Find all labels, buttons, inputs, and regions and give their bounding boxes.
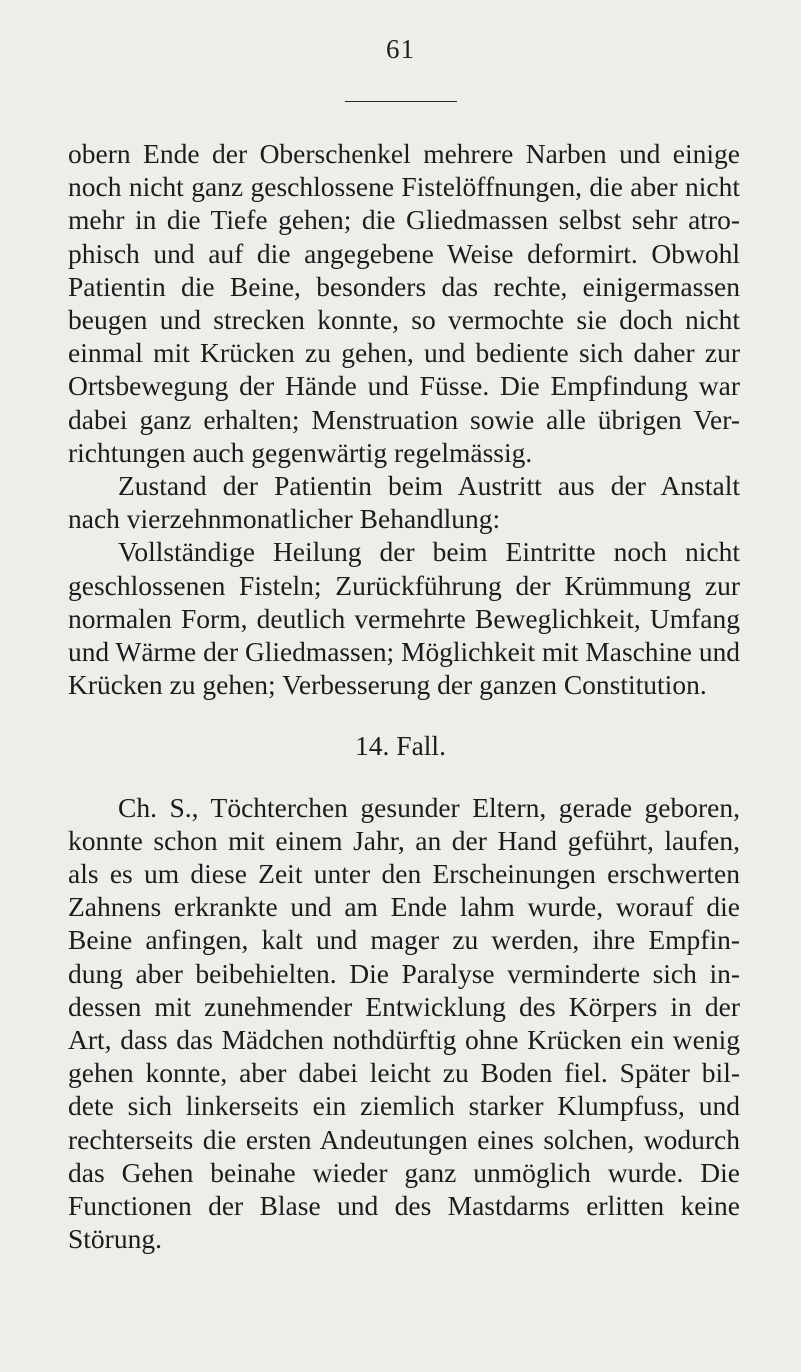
text-line: dabei ganz erhalten; Menstruation sowie alle übrigen Ver- bbox=[68, 403, 740, 435]
text-line: Zahnens erkrankte und am Ende lahm wurde, worauf die bbox=[68, 891, 740, 923]
text-line: phisch und auf die angegebene Weise deformirt. Obwohl bbox=[68, 237, 740, 269]
text-line: als es um diese Zeit unter den Erscheinungen erschwerten bbox=[68, 858, 740, 889]
text-line: gehen konnte, aber dabei leicht zu Boden fiel. Später bil- bbox=[68, 1057, 740, 1089]
text-line: normalen Form, deutlich vermehrte Beweglichkeit, Umfang bbox=[68, 602, 740, 634]
text-line: Functionen der Blase und des Mastdarms erlitten keine bbox=[68, 1190, 740, 1221]
text-line: Beine anfingen, kalt und mager zu werden, ihre Empfin- bbox=[68, 924, 740, 956]
text-line: dung aber beibehielten. Die Paralyse verminderte sich in- bbox=[68, 957, 740, 989]
page-number: 61 bbox=[386, 34, 415, 64]
text-line: obern Ende der Oberschenkel mehrere Narben und einige bbox=[68, 138, 740, 169]
text-line: richtungen auch gegenwärtig regelmässig. bbox=[68, 436, 533, 468]
header-rule bbox=[345, 101, 457, 102]
text-line: nach vierzehnmonatlicher Behandlung: bbox=[68, 503, 501, 535]
text-line: beugen und strecken konnte, so vermochte sie doch nicht bbox=[68, 304, 740, 335]
text-line: noch nicht ganz geschlossene Fistelöffnungen, die aber nicht bbox=[68, 171, 740, 203]
text-line: Störung. bbox=[68, 1223, 162, 1255]
text-line: geschlossenen Fisteln; Zurückführung der Krümmung zur bbox=[68, 569, 740, 601]
text-line: dete sich linkerseits ein ziemlich starker Klumpfuss, und bbox=[68, 1090, 740, 1122]
text-line: mehr in die Tiefe gehen; die Gliedmassen selbst sehr atro- bbox=[68, 204, 740, 236]
section-heading: 14. Fall. bbox=[355, 730, 446, 762]
text-line: dessen mit zunehmender Entwicklung des Körpers in der bbox=[68, 990, 740, 1022]
text-line: und Wärme der Gliedmassen; Möglichkeit mit Maschine und bbox=[68, 637, 740, 667]
text-line: rechterseits die ersten Andeutungen eines solchen, wodurch bbox=[68, 1123, 740, 1155]
text-line: Ortsbewegung der Hände und Füsse. Die Empfindung war bbox=[68, 370, 740, 402]
text-line: Art, dass das Mädchen nothdürftig ohne Krücken ein wenig bbox=[68, 1024, 740, 1055]
text-line: Krücken zu gehen; Verbesserung der ganzen Constitution. bbox=[68, 669, 707, 701]
text-line: konnte schon mit einem Jahr, an der Hand geführt, laufen, bbox=[68, 824, 740, 856]
text-line: Vollständige Heilung der beim Eintritte noch nicht bbox=[118, 536, 740, 568]
text-line: Patientin die Beine, besonders das rechte, einigermassen bbox=[68, 270, 740, 302]
text-line: Ch. S., Töchterchen gesunder Eltern, gerade geboren, bbox=[118, 791, 740, 823]
text-line: einmal mit Krücken zu gehen, und bediente sich daher zur bbox=[68, 337, 740, 369]
text-line: Zustand der Patientin beim Austritt aus der Anstalt bbox=[118, 470, 740, 501]
text-line: das Gehen beinahe wieder ganz unmöglich wurde. Die bbox=[68, 1156, 740, 1188]
